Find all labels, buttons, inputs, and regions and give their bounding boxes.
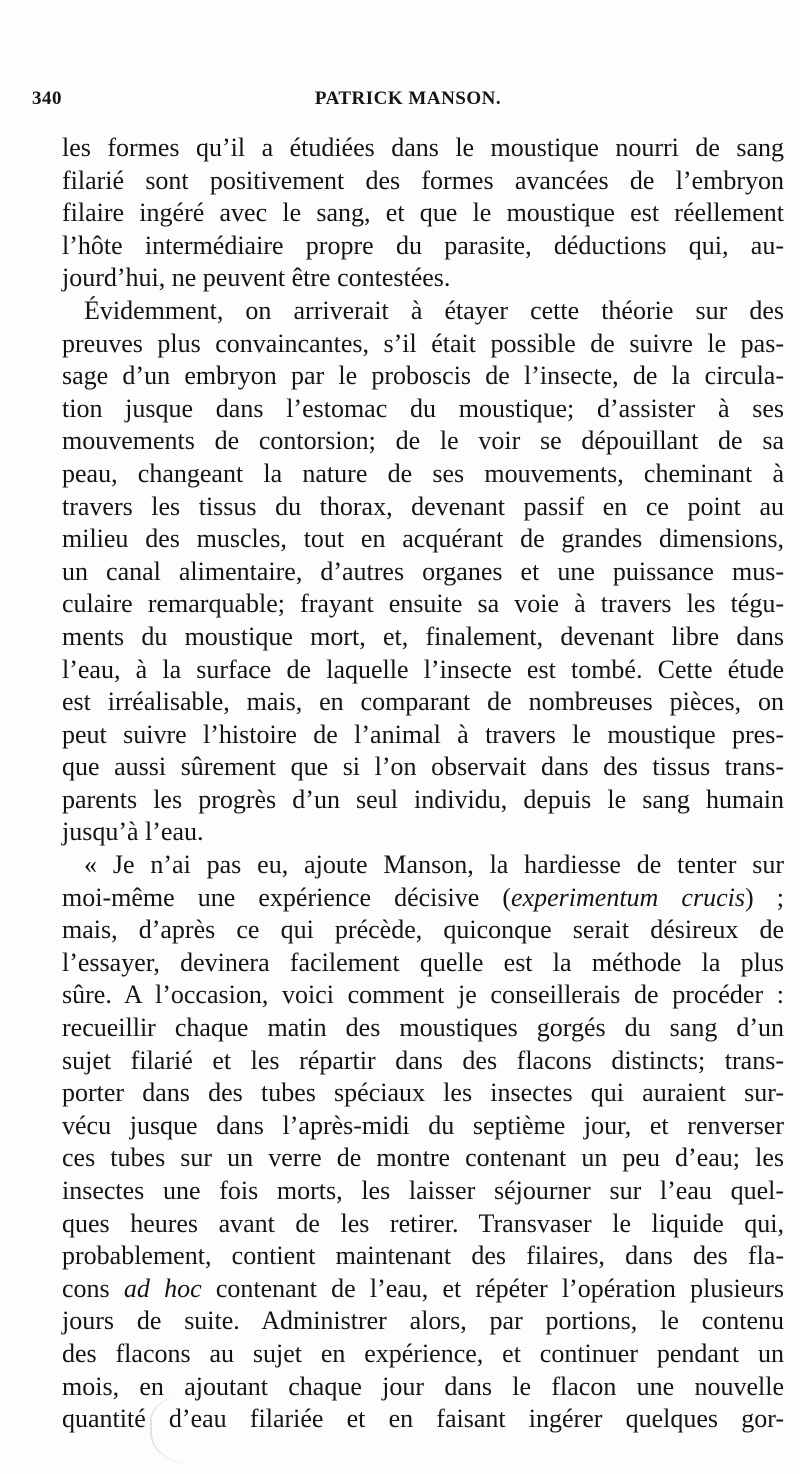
- text-line: sûre. A l’occasion, voici comment je conseillerais de procéder :: [62, 980, 784, 1010]
- text-line: peut suivre l’histoire de l’animal à travers le moustique pres-: [62, 719, 784, 749]
- text-line: culaire remarquable; frayant ensuite sa voie à travers les tégu-: [62, 589, 784, 619]
- text-line: jourd’hui, ne peuvent être contestées.: [62, 263, 451, 293]
- italic-phrase: experimentum crucis: [511, 882, 745, 912]
- text-line: les formes qu’il a étudiées dans le moustique nourri de sang: [62, 133, 784, 162]
- text-line: sujet filarié et les répartir dans des flacons distincts; trans-: [62, 1045, 784, 1075]
- text-segment: moi-même une expérience décisive (: [62, 882, 512, 912]
- text-line: [62, 1273, 784, 1306]
- page-header: [32, 88, 784, 122]
- text-line: que aussi sûrement que si l’on observait dans des tissus trans-: [62, 752, 784, 782]
- text-line: peau, changeant la nature de ses mouvements, cheminant à: [62, 458, 784, 488]
- text-line: porter dans des tubes spéciaux les insectes qui auraient sur-: [62, 1078, 784, 1108]
- text-line: Évidemment, on arriverait à étayer cette théorie sur des: [84, 295, 784, 325]
- text-line: recueillir chaque matin des moustiques gorgés du sang d’un: [62, 1013, 784, 1043]
- text-line: l’eau, à la surface de laquelle l’insecte est tombé. Cette étude: [62, 654, 784, 684]
- text-line: tion jusque dans l’estomac du moustique; d’assister à ses: [62, 393, 784, 423]
- text-line: l’hôte intermédiaire propre du parasite, déductions qui, au-: [62, 230, 784, 260]
- text-segment: contenant de l’eau, et répéter l’opération plusieurs: [201, 1273, 784, 1303]
- text-line: probablement, contient maintenant des filaires, dans des fla-: [62, 1241, 784, 1271]
- text-line: travers les tissus du thorax, devenant passif en ce point au: [62, 491, 784, 521]
- text-line: mouvements de contorsion; de le voir se dépouillant de sa: [62, 426, 784, 456]
- text-line: ces tubes sur un verre de montre contenant un peu d’eau; les: [62, 1143, 784, 1173]
- running-title: PATRICK MANSON.: [314, 88, 502, 109]
- body-text: [62, 132, 784, 1436]
- text-line: vécu jusque dans l’après-midi du septième jour, et renverser: [62, 1110, 784, 1140]
- text-line: ques heures avant de les retirer. Transvaser le liquide qui,: [62, 1208, 784, 1238]
- text-line: jours de suite. Administrer alors, par portions, le contenu: [62, 1306, 784, 1336]
- text-line: filaire ingéré avec le sang, et que le moustique est réellement: [62, 198, 784, 228]
- text-line: [62, 882, 784, 915]
- text-line: « Je n’ai pas eu, ajoute Manson, la hardiesse de tenter sur: [84, 850, 784, 880]
- text-line: parents les progrès d’un seul individu, depuis le sang humain: [62, 784, 784, 814]
- text-line: insectes une fois morts, les laisser séjourner sur l’eau quel-: [62, 1176, 784, 1205]
- text-line: mais, d’après ce qui précède, quiconque serait désireux de: [62, 915, 784, 945]
- text-line: des flacons au sujet en expérience, et continuer pendant un: [62, 1338, 784, 1368]
- text-line: filarié sont positivement des formes avancées de l’embryon: [62, 165, 784, 195]
- text-line: quantité d’eau filariée et en faisant ingérer quelques gor-: [62, 1404, 784, 1434]
- italic-phrase: ad hoc: [123, 1273, 202, 1303]
- text-line: milieu des muscles, tout en acquérant de grandes dimensions,: [62, 524, 784, 554]
- text-line: est irréalisable, mais, en comparant de nombreuses pièces, on: [62, 687, 784, 717]
- text-line: jusqu’à l’eau.: [62, 817, 204, 847]
- text-line: ments du moustique mort, et, finalement, devenant libre dans: [62, 621, 784, 651]
- text-line: l’essayer, devinera facilement quelle est la méthode la plus: [62, 947, 784, 977]
- text-segment: ) ;: [744, 882, 784, 912]
- page-number: 340: [32, 88, 62, 109]
- text-line: preuves plus convaincantes, s’il était possible de suivre le pas-: [62, 328, 784, 358]
- text-line: un canal alimentaire, d’autres organes et une puissance mus-: [62, 556, 784, 586]
- text-line: sage d’un embryon par le proboscis de l’insecte, de la circula-: [62, 361, 784, 391]
- text-segment: cons: [62, 1273, 124, 1303]
- text-line: mois, en ajoutant chaque jour dans le flacon une nouvelle: [62, 1371, 784, 1401]
